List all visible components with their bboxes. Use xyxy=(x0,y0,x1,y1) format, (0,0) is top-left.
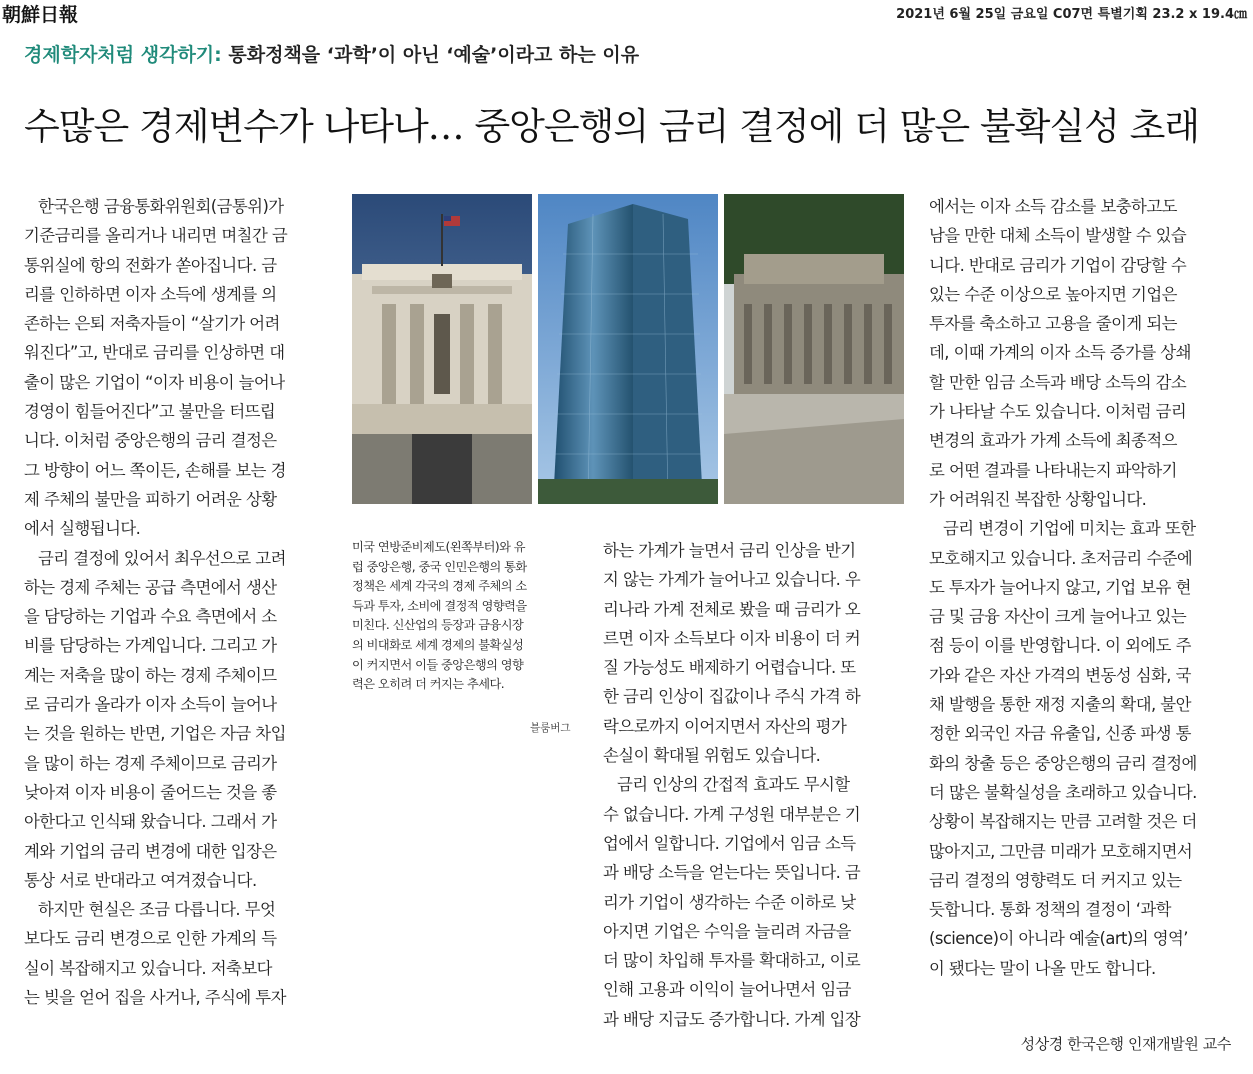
article-text-line: 을 많이 하는 경제 주체이므로 금리가 xyxy=(24,753,277,773)
article-text-line: 가 나타날 수도 있습니다. 이처럼 금리 xyxy=(929,402,1187,422)
caption-line: 미친다. 신산업의 등장과 금융시장 xyxy=(352,618,524,633)
article-text-line: 많아지고, 그만큼 미래가 모호해지면서 xyxy=(929,841,1193,861)
article-text-line: 리나라 가계 전체로 봤을 때 금리가 오 xyxy=(603,599,861,619)
article-text-line: 을 담당하는 기업과 수요 측면에서 소 xyxy=(24,607,277,627)
article-text-line: 더 많은 불확실성을 초래하고 있습니다. xyxy=(929,782,1197,802)
article-text-line: 제 주체의 불만을 피하기 어려운 상황 xyxy=(24,489,277,509)
article-text-line: 통상 서로 반대라고 여겨졌습니다. xyxy=(24,870,257,890)
article-text-line: 모호해지고 있습니다. 초저금리 수준에 xyxy=(929,548,1193,568)
article-text-line: 업에서 일합니다. 기업에서 임금 소득 xyxy=(603,833,856,853)
article-text-line: 르면 이자 소득보다 이자 비용이 더 커 xyxy=(603,628,861,648)
article-text-line: 존하는 은퇴 저축자들이 “살기가 어려 xyxy=(24,314,280,334)
article-text-line: 채 발행을 통한 재정 지출의 확대, 불안 xyxy=(929,695,1191,715)
photo-caption xyxy=(352,538,582,695)
article-text-line: 그 방향이 어느 쪽이든, 손해를 보는 경 xyxy=(24,460,286,480)
article-text-line: 계는 저축을 많이 하는 경제 주체이므 xyxy=(24,665,277,685)
article-text-line: 에서 실행됩니다. xyxy=(24,519,141,539)
article-text-line: 아한다고 인식돼 왔습니다. 그래서 가 xyxy=(24,812,277,832)
article-text-line: 금리 결정의 영향력도 더 커지고 있는 xyxy=(929,870,1182,890)
article-text-line: 통위실에 항의 전화가 쏟아집니다. 금 xyxy=(24,255,277,275)
series-name: 경제학자처럼 생각하기: xyxy=(24,44,222,66)
article-text-line: 이 됐다는 말이 나올 만도 합니다. xyxy=(929,958,1156,978)
fed-building-photo xyxy=(352,194,532,504)
article-text-line: 계와 기업의 금리 변경에 대한 입장은 xyxy=(24,841,277,861)
caption-line: 정책은 세계 각국의 경제 주체의 소 xyxy=(352,579,527,594)
article-text-line: 보다도 금리 변경으로 인한 가계의 득 xyxy=(24,929,277,949)
masthead xyxy=(0,0,1253,24)
article-text-line: 남을 만한 대체 소득이 발생할 수 있습 xyxy=(929,226,1187,246)
article-text-line: 실이 복잡해지고 있습니다. 저축보다 xyxy=(24,958,272,978)
caption-line: 미국 연방준비제도(왼쪽부터)와 유 xyxy=(352,540,526,554)
photo-strip xyxy=(352,194,904,504)
newspaper-logo: 朝鮮日報 xyxy=(2,4,79,26)
caption-line: 득과 투자, 소비에 결정적 영향력을 xyxy=(352,598,527,613)
series-subtitle: 통화정책을 ‘과학’이 아닌 ‘예술’이라고 하는 이유 xyxy=(221,44,640,66)
headline: 수많은 경제변수가 나타나… 중앙은행의 금리 결정에 더 많은 불확실성 초래 xyxy=(24,105,1200,148)
article-text-line: 상황이 복잡해지는 만큼 고려할 것은 더 xyxy=(929,812,1197,832)
article-text-line: 질 가능성도 배제하기 어렵습니다. 또 xyxy=(603,658,856,678)
caption-line: 럽 중앙은행, 중국 인민은행의 통화 xyxy=(352,559,527,574)
article-text-line: 경영이 힘들어진다”고 불만을 터뜨립 xyxy=(24,402,276,422)
article-text-line: 금리 변경이 기업에 미치는 효과 또한 xyxy=(929,519,1196,539)
article-text-line: 하지만 현실은 조금 다릅니다. 무엇 xyxy=(24,900,276,920)
article-text-line: 할 만한 임금 소득과 배당 소득의 감소 xyxy=(929,372,1187,392)
photo-credit: 블룸버그 xyxy=(530,722,571,734)
pboc-building-photo xyxy=(724,194,904,504)
series-title xyxy=(24,40,639,67)
article-text-line: (science)이 아니라 예술(art)의 영역’ xyxy=(929,929,1188,949)
dateline: 2021년 6월 25일 금요일 C07면 특별기획 23.2 x 19.4㎝ xyxy=(896,7,1247,22)
article-column-1 xyxy=(24,192,328,1012)
article-column-4 xyxy=(929,192,1233,983)
article-text-line: 변경의 효과가 가계 소득에 최종적으 xyxy=(929,431,1177,451)
article-text-line: 한 금리 인상이 집값이나 주식 가격 하 xyxy=(603,687,861,707)
article-text-line: 금리 인상의 간접적 효과도 무시할 xyxy=(603,775,850,795)
article-text-line: 도 투자가 늘어나지 않고, 기업 보유 현 xyxy=(929,577,1191,597)
article-text-line: 워진다”고, 반대로 금리를 인상하면 대 xyxy=(24,343,285,363)
caption-line: 이 커지면서 이들 중앙은행의 영향 xyxy=(352,657,524,672)
article-text-line: 비를 담당하는 가계입니다. 그리고 가 xyxy=(24,636,277,656)
article-text-line: 손실이 확대될 위험도 있습니다. xyxy=(603,746,821,766)
article-text-line: 정한 외국인 자금 유출입, 신종 파생 통 xyxy=(929,724,1191,744)
article-text-line: 인해 고용과 이익이 늘어나면서 임금 xyxy=(603,980,851,1000)
ecb-tower-photo xyxy=(538,194,718,504)
article-text-line: 리가 기업이 생각하는 수준 이하로 낮 xyxy=(603,892,856,912)
caption-line: 력은 오히려 더 커지는 추세다. xyxy=(352,677,505,692)
article-text-line: 듯합니다. 통화 정책의 결정이 ‘과학 xyxy=(929,900,1171,920)
article-text-line: 하는 가계가 늘면서 금리 인상을 반기 xyxy=(603,541,856,560)
article-text-line: 는 빚을 얻어 집을 사거나, 주식에 투자 xyxy=(24,988,286,1008)
article-text-line: 락으로까지 이어지면서 자산의 평가 xyxy=(603,716,847,736)
article-text-line: 금 및 금융 자산이 크게 늘어나고 있는 xyxy=(929,607,1187,627)
article-text-line: 기준금리를 올리거나 내리면 며칠간 금 xyxy=(24,226,288,246)
article-text-line: 화의 창출 등은 중앙은행의 금리 결정에 xyxy=(929,753,1197,773)
article-text-line: 로 금리가 올라가 이자 소득이 늘어나 xyxy=(24,695,277,715)
article-text-line: 니다. 반대로 금리가 기업이 감당할 수 xyxy=(929,255,1187,275)
article-text-line: 아지면 기업은 수익을 늘리려 자금을 xyxy=(603,921,851,941)
article-text-line: 더 많이 차입해 투자를 확대하고, 이로 xyxy=(603,951,861,971)
article-text-line: 로 어떤 결과를 나타내는지 파악하기 xyxy=(929,460,1177,480)
article-text-line: 지 않는 가계가 늘어나고 있습니다. 우 xyxy=(603,570,861,590)
article-column-3 xyxy=(603,536,907,1034)
article-text-line: 한국은행 금융통화위원회(금통위)가 xyxy=(24,197,284,216)
article-text-line: 있는 수준 이상으로 높아지면 기업은 xyxy=(929,284,1177,304)
article-text-line: 가 어려워진 복잡한 상황입니다. xyxy=(929,489,1147,509)
article-text-line: 낮아져 이자 비용이 줄어드는 것을 좋 xyxy=(24,782,277,802)
caption-line: 의 비대화로 세계 경제의 불확실성 xyxy=(352,637,524,652)
article-text-line: 가와 같은 자산 가격의 변동성 심화, 국 xyxy=(929,665,1191,685)
article-text-line: 점 등이 이를 반영합니다. 이 외에도 주 xyxy=(929,636,1191,656)
article-text-line: 에서는 이자 소득 감소를 보충하고도 xyxy=(929,197,1177,216)
article-text-line: 과 배당 소득을 얻는다는 뜻입니다. 금 xyxy=(603,863,861,883)
article-text-line: 데, 이때 가계의 이자 소득 증가를 상쇄 xyxy=(929,343,1191,363)
article-text-line: 하는 경제 주체는 공급 측면에서 생산 xyxy=(24,577,277,597)
byline: 성상경 한국은행 인재개발원 교수 xyxy=(1020,1035,1231,1053)
article-text-line: 는 것을 원하는 반면, 기업은 자금 차입 xyxy=(24,724,286,744)
article-text-line: 니다. 이처럼 중앙은행의 금리 결정은 xyxy=(24,431,277,451)
article-text-line: 과 배당 지급도 증가합니다. 가계 입장 xyxy=(603,1009,861,1029)
article-text-line: 투자를 축소하고 고용을 줄이게 되는 xyxy=(929,314,1177,334)
article-text-line: 금리 결정에 있어서 최우선으로 고려 xyxy=(24,548,286,568)
article-text-line: 리를 인하하면 이자 소득에 생계를 의 xyxy=(24,284,277,304)
article-text-line: 수 없습니다. 가계 구성원 대부분은 기 xyxy=(603,804,861,824)
article-text-line: 출이 많은 기업이 “이자 비용이 늘어나 xyxy=(24,372,285,392)
